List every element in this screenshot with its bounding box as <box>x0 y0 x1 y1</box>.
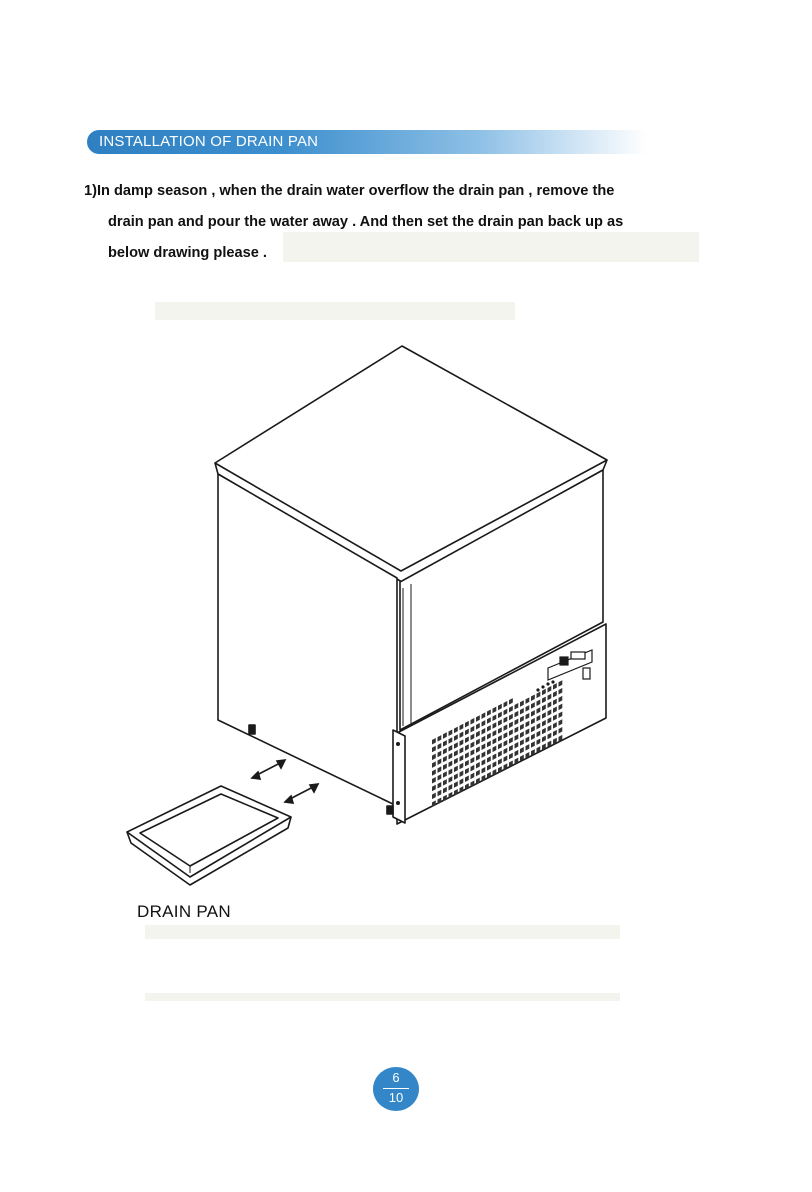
page-current: 6 <box>392 1070 400 1085</box>
page-total: 10 <box>388 1090 404 1105</box>
page-number-badge <box>373 1067 419 1111</box>
instruction-line-3: below drawing please . <box>108 245 267 261</box>
drain-pan <box>127 786 291 885</box>
figure-caption: DRAIN PAN <box>137 902 232 921</box>
page-divider <box>383 1088 409 1089</box>
instruction-line-2: drain pan and pour the water away . And then set the drain pan back up as <box>108 214 624 230</box>
insertion-arrows <box>252 760 318 803</box>
section-header: INSTALLATION OF DRAIN PAN <box>87 130 647 154</box>
instruction-line-1: 1)In damp season , when the drain water overflow the drain pan , remove the <box>84 183 615 199</box>
